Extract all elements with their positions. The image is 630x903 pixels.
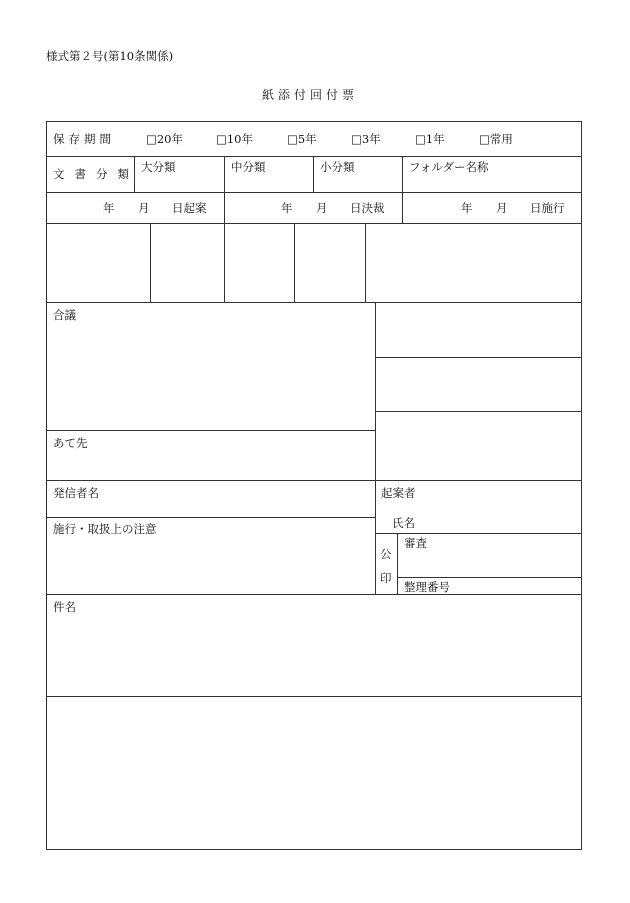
retention-option-5y[interactable]: □5年 <box>287 132 317 146</box>
file-number-label: 整理番号 <box>404 580 450 594</box>
notes-label: 施行・取扱上の注意 <box>53 522 157 536</box>
row-divider <box>46 156 582 157</box>
enforce-day: 日施行 <box>530 201 565 215</box>
row-divider <box>46 517 375 518</box>
col-divider <box>224 223 225 302</box>
drafter-label: 起案者 <box>381 486 416 500</box>
col-divider <box>375 302 376 594</box>
retention-option-1y[interactable]: □1年 <box>415 132 445 146</box>
folder-name-label: フォルダー名称 <box>409 160 489 174</box>
retention-option-10y[interactable]: □10年 <box>216 132 253 146</box>
row-divider <box>46 594 582 595</box>
col-divider <box>402 192 403 223</box>
col-divider <box>402 156 403 192</box>
classification-label: 文書分類 <box>53 167 139 181</box>
col-divider <box>224 156 225 192</box>
row-divider <box>46 302 582 303</box>
retention-option-20y[interactable]: □20年 <box>146 132 183 146</box>
enforce-year: 年 <box>461 201 473 215</box>
draft-month: 月 <box>138 201 150 215</box>
retention-option-permanent[interactable]: □常用 <box>479 132 513 146</box>
col-divider <box>224 192 225 223</box>
decision-month: 月 <box>316 201 328 215</box>
form-number: 様式第２号(第10条関係) <box>46 49 174 63</box>
row-divider <box>46 696 582 697</box>
decision-day: 日決裁 <box>350 201 385 215</box>
retention-label: 保存期間 <box>53 132 115 146</box>
form-table <box>46 121 582 850</box>
page-title: 紙添付回付票 <box>262 88 359 102</box>
addressee-label: あて先 <box>53 436 88 450</box>
row-divider <box>375 533 582 534</box>
col-divider <box>365 223 366 302</box>
decision-year: 年 <box>281 201 293 215</box>
middle-class-label: 中分類 <box>231 160 266 174</box>
minor-class-label: 小分類 <box>320 160 355 174</box>
major-class-label: 大分類 <box>141 160 176 174</box>
row-divider <box>375 357 582 358</box>
retention-option-3y[interactable]: □3年 <box>351 132 381 146</box>
col-divider <box>397 533 398 594</box>
draft-year: 年 <box>103 201 115 215</box>
seal-label-2: 印 <box>380 571 392 585</box>
row-divider <box>46 223 582 224</box>
review-label: 審査 <box>404 536 427 550</box>
enforce-month: 月 <box>496 201 508 215</box>
row-divider <box>46 480 582 481</box>
col-divider <box>294 223 295 302</box>
row-divider <box>397 577 582 578</box>
row-divider <box>375 411 582 412</box>
subject-label: 件名 <box>53 600 76 614</box>
name-label: 氏名 <box>392 516 415 530</box>
sender-label: 発信者名 <box>53 486 99 500</box>
col-divider <box>150 223 151 302</box>
consultation-label: 合議 <box>53 308 76 322</box>
row-divider <box>46 192 582 193</box>
row-divider <box>46 430 375 431</box>
draft-day: 日起案 <box>172 201 207 215</box>
seal-label-1: 公 <box>380 547 392 561</box>
col-divider <box>313 156 314 192</box>
